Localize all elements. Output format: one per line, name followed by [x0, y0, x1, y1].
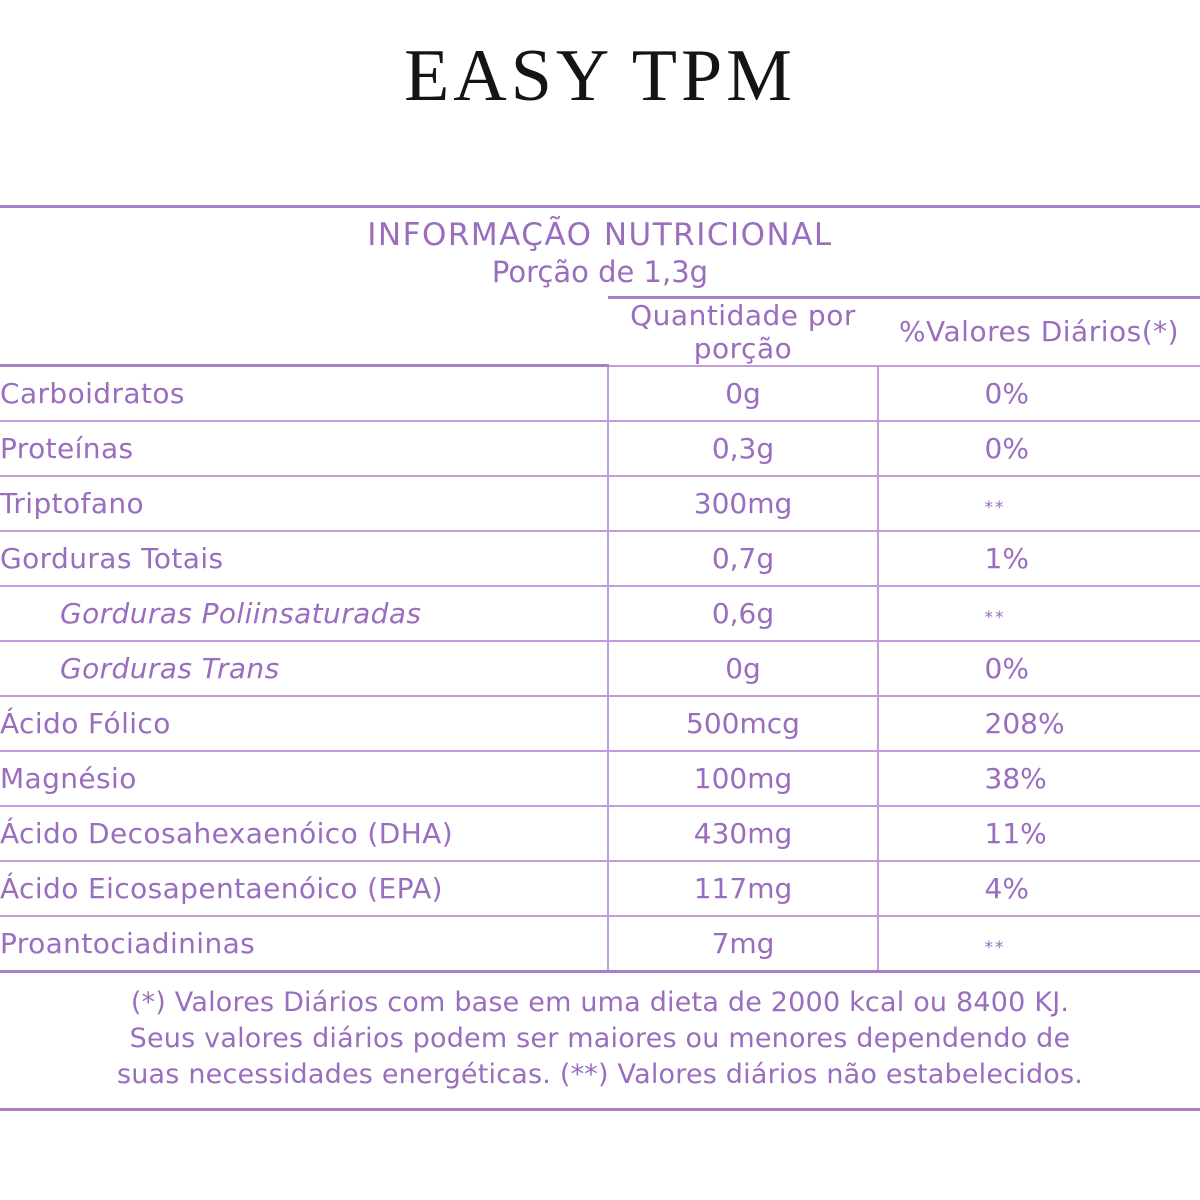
table-row	[0, 586, 1200, 641]
daily-value-text: **	[984, 938, 1006, 959]
daily-value-text: 0%	[984, 377, 1029, 411]
nutrient-amount: 0,3g	[608, 421, 878, 476]
nutrient-amount: 300mg	[608, 476, 878, 531]
daily-value-text: 11%	[984, 817, 1047, 851]
column-header-amount: Quantidade por porção	[608, 297, 878, 366]
nutrient-name: Carboidratos	[0, 366, 608, 422]
panel-bottom-rule	[0, 1108, 1200, 1111]
column-header-blank	[0, 297, 608, 366]
nutrient-name: Ácido Fólico	[0, 696, 608, 751]
table-row	[0, 641, 1200, 696]
nutrient-daily-value	[878, 366, 1200, 422]
nutrient-name: Proantociadininas	[0, 916, 608, 972]
nutrient-daily-value	[878, 421, 1200, 476]
nutrient-amount: 0g	[608, 366, 878, 422]
nutrition-table	[0, 296, 1200, 974]
nutrient-name: Magnésio	[0, 751, 608, 806]
nutrition-facts-panel	[0, 205, 1200, 1111]
footnote-line-1: (*) Valores Diários com base em uma dieta de 2000 kcal ou 8400 KJ.	[130, 987, 1070, 1019]
daily-value-text: 4%	[984, 872, 1029, 906]
nutrient-daily-value	[878, 806, 1200, 861]
nutrient-name: Ácido Eicosapentaenóico (EPA)	[0, 861, 608, 916]
nutrient-name: Gorduras Trans	[0, 641, 608, 696]
table-row	[0, 806, 1200, 861]
daily-value-text: 0%	[984, 652, 1029, 686]
nutrient-name: Gorduras Poliinsaturadas	[0, 586, 608, 641]
nutrient-daily-value	[878, 641, 1200, 696]
table-row	[0, 916, 1200, 972]
daily-value-text: 0%	[984, 432, 1029, 466]
table-header-row	[0, 297, 1200, 366]
nutrient-amount: 0,6g	[608, 586, 878, 641]
nutrient-name: Triptofano	[0, 476, 608, 531]
table-row	[0, 366, 1200, 422]
nutrient-daily-value	[878, 916, 1200, 972]
nutrient-daily-value	[878, 696, 1200, 751]
daily-value-text: 38%	[984, 762, 1047, 796]
nutrient-daily-value	[878, 751, 1200, 806]
panel-header	[0, 208, 1200, 296]
daily-value-text: 1%	[984, 542, 1029, 576]
nutrient-daily-value	[878, 531, 1200, 586]
footnote-line-3: suas necessidades energéticas. (**) Valores diários não estabelecidos.	[116, 1058, 1084, 1090]
table-row	[0, 476, 1200, 531]
table-row	[0, 751, 1200, 806]
nutrient-amount: 500mcg	[608, 696, 878, 751]
daily-value-text: **	[984, 498, 1006, 519]
page-title: EASY TPM	[404, 35, 796, 117]
nutrient-daily-value	[878, 861, 1200, 916]
daily-value-text: 208%	[984, 707, 1065, 741]
nutrient-name: Gorduras Totais	[0, 531, 608, 586]
nutrient-amount: 117mg	[608, 861, 878, 916]
column-header-daily-value: %Valores Diários(*)	[878, 297, 1200, 366]
nutrient-amount: 0,7g	[608, 531, 878, 586]
table-row	[0, 696, 1200, 751]
panel-heading: INFORMAÇÃO NUTRICIONAL	[367, 217, 833, 253]
daily-value-text: **	[984, 608, 1006, 629]
nutrient-amount: 0g	[608, 641, 878, 696]
nutrient-daily-value	[878, 476, 1200, 531]
nutrient-name: Ácido Decosahexaenóico (DHA)	[0, 806, 608, 861]
serving-size: Porção de 1,3g	[491, 254, 709, 289]
table-row	[0, 421, 1200, 476]
table-row	[0, 861, 1200, 916]
footnote-line-2: Seus valores diários podem ser maiores ou menores dependendo de	[129, 1023, 1071, 1055]
nutrient-amount: 100mg	[608, 751, 878, 806]
nutrient-daily-value	[878, 586, 1200, 641]
nutrient-amount: 7mg	[608, 916, 878, 972]
nutrient-name: Proteínas	[0, 421, 608, 476]
footnote	[0, 973, 1200, 1102]
nutrient-amount: 430mg	[608, 806, 878, 861]
table-row	[0, 531, 1200, 586]
